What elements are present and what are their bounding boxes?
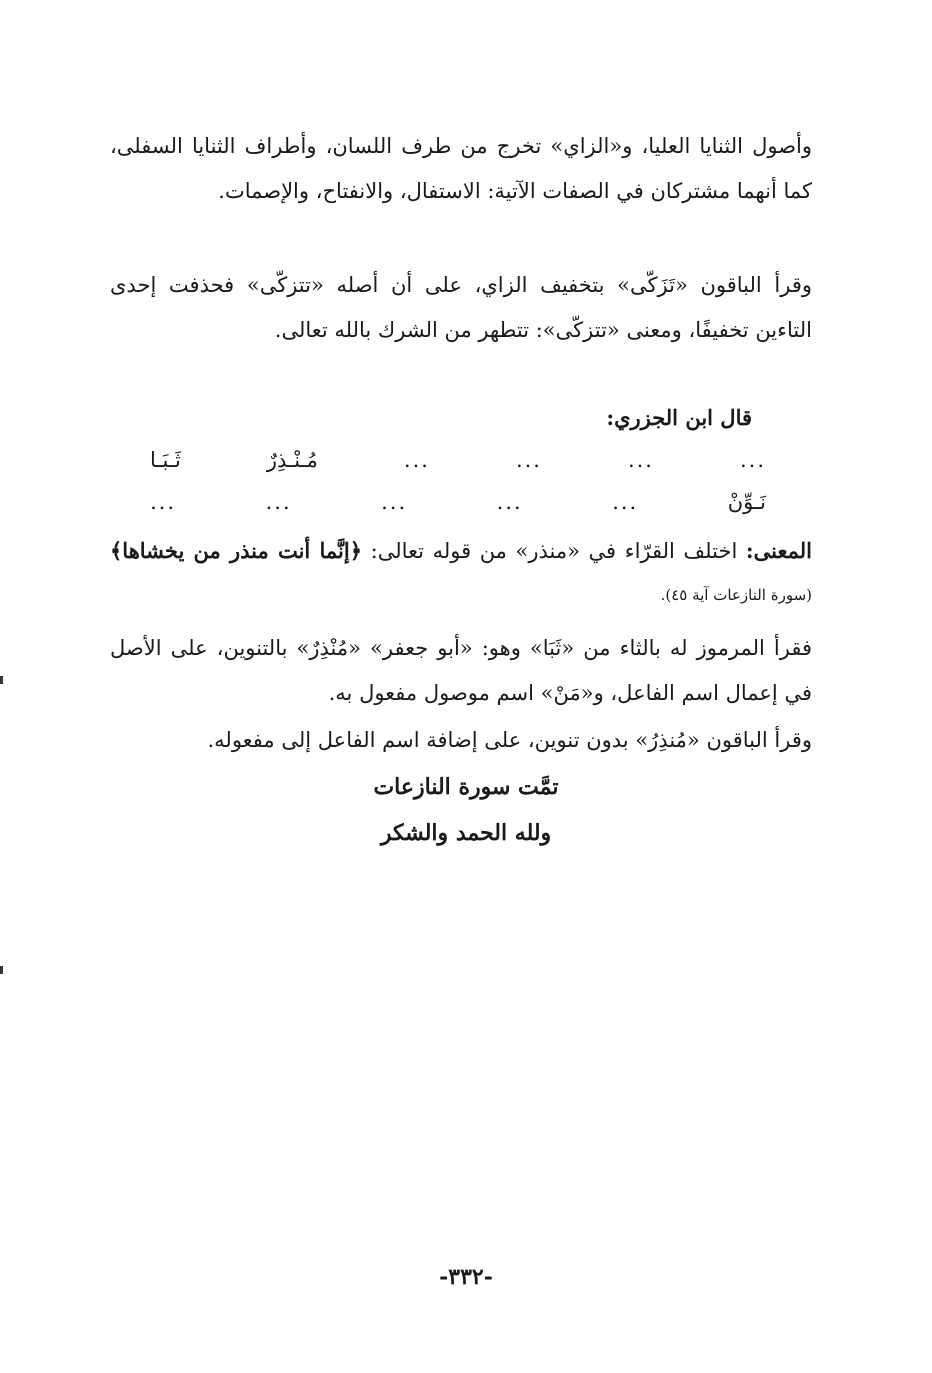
closing-line-1: تمَّت سورة النازعات [373, 774, 559, 800]
verse-line-1 [150, 440, 766, 480]
verse-word: ... [265, 490, 292, 514]
verse-word: ... [515, 448, 542, 472]
meaning-label: المعنى: [745, 538, 812, 563]
verse-word: ... [612, 490, 639, 514]
paragraph-3: فقرأ المرموز له بالثاء من «ثَبَا» وهو: «أبو جعفر» «مُنْذِرٌ» بالتنوين، على الأصل في إعمال اسم الفاعل، و«مَنْ» اسم موصول مفعول به. [110, 636, 812, 705]
margin-mark [0, 966, 3, 974]
verse-word: ... [627, 448, 654, 472]
meaning-text: اختلف القرّاء في «منذر» من قوله تعالى: [370, 539, 738, 563]
paragraph-4: وقرأ الباقون «مُنذِرُ» بدون تنوين، على إضافة اسم الفاعل إلى مفعوله. [207, 728, 812, 752]
verse-word: ... [496, 490, 523, 514]
meaning-paragraph [110, 530, 812, 616]
verse-word: ... [381, 490, 408, 514]
paragraph-2: وقرأ الباقون «تَزَكّى» بتخفيف الزاي، على أن أصله «تتزكّى» فحذفت إحدى التاءين تخفيفًا، ومعنى «تتزكّى»: تتطهر من الشرك بالله تعالى. [110, 273, 812, 342]
verse-word: ... [739, 448, 766, 472]
margin-mark [0, 676, 3, 684]
verse-word: ... [150, 490, 177, 514]
verse-reference: (سورة النازعات آية ٤٥). [660, 586, 812, 604]
closing-line-2: ولله الحمد والشكر [380, 820, 552, 846]
paragraph-1: وأصول الثنايا العليا، و«الزاي» تخرج من طرف اللسان، وأطراف الثنايا السفلى، كما أنهما مشتركان في الصفات الآتية: الاستفال، والانفتاح، والإصمات. [110, 134, 812, 203]
verse-word: ثَـبَـا [150, 448, 181, 472]
verse-line-2 [150, 482, 766, 522]
quran-quote: ﴿إنَّما أنت منذر من يخشاها﴾ [110, 538, 363, 563]
section-heading: قال ابن الجزري: [606, 405, 752, 430]
page-number: -٣٣٢- [439, 1264, 493, 1290]
verse-word: ... [403, 448, 430, 472]
verse-word: مُـنْـذِرٌ [266, 448, 318, 472]
verse-word: نَـوِّنْ [727, 490, 766, 514]
